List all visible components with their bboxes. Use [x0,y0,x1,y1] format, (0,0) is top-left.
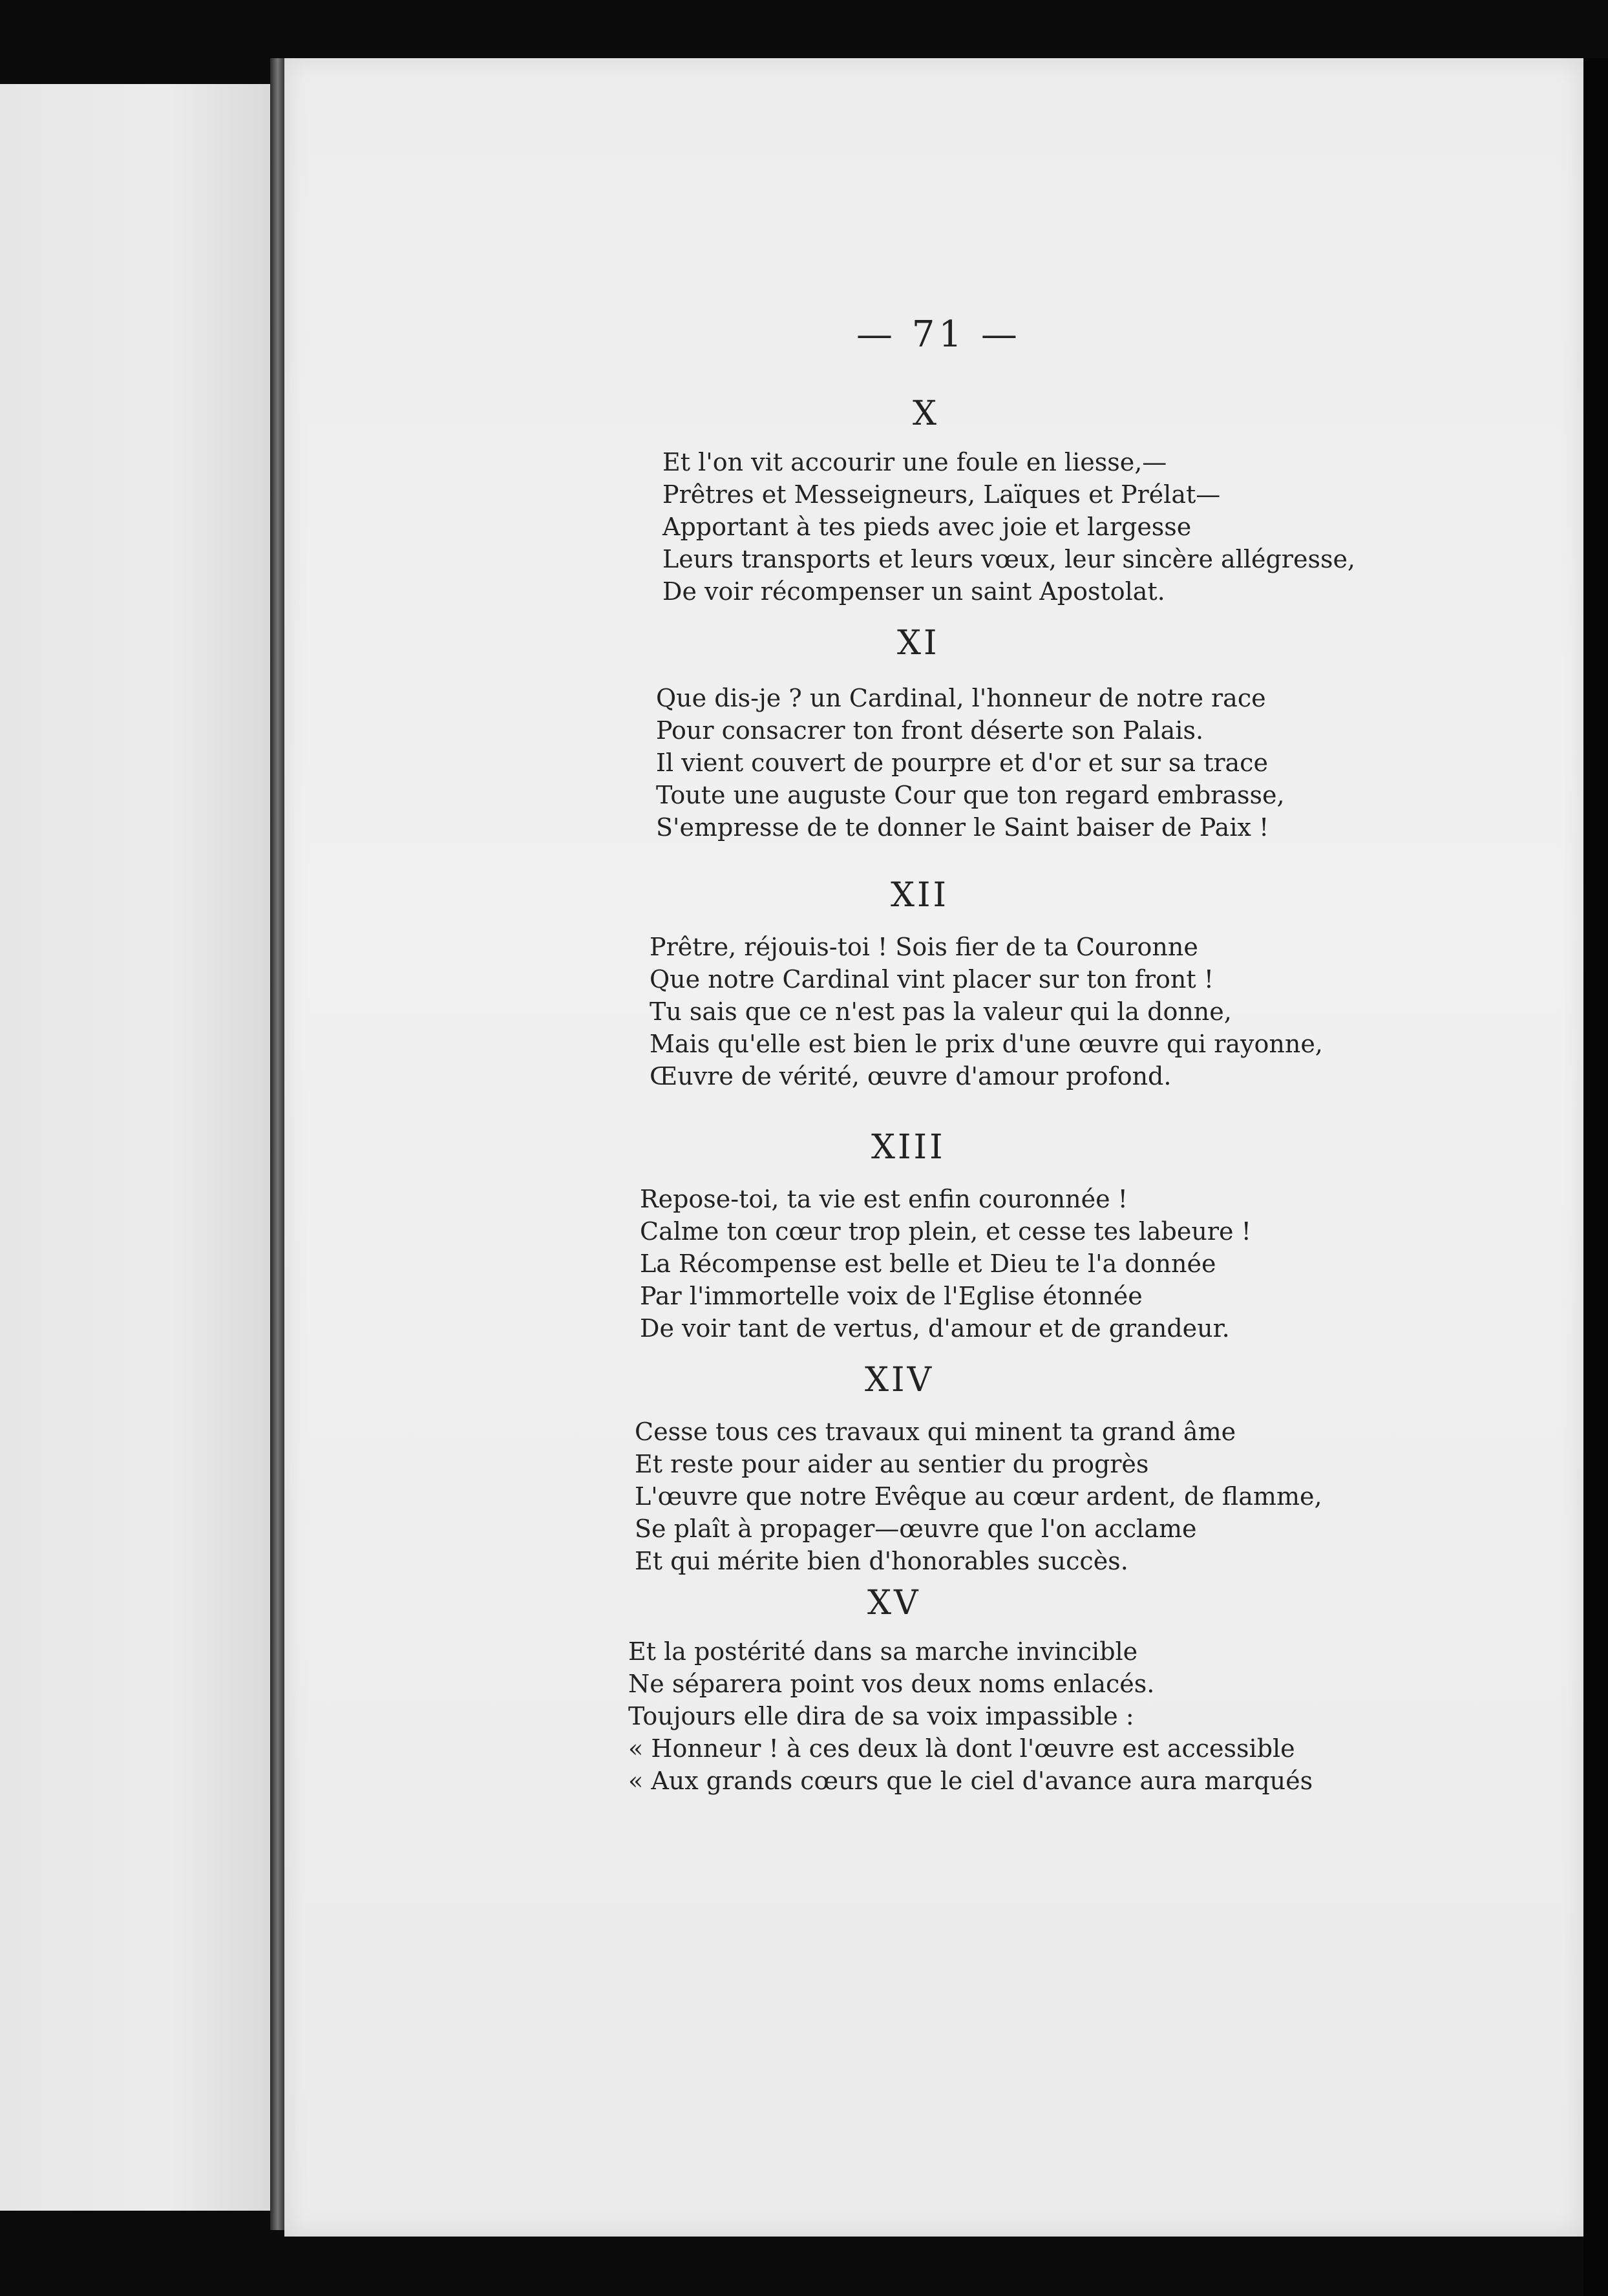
stanza-line: Œuvre de vérité, œuvre d'amour profond. [650,1062,1172,1090]
stanza-line: Tu sais que ce n'est pas la valeur qui la donne, [650,997,1232,1026]
stanza-line: Mais qu'elle est bien le prix d'une œuvre qui rayonne, [650,1030,1323,1058]
stanza-line: Repose-toi, ta vie est enfin couronnée ! [640,1185,1128,1213]
stanza-heading-xi: XI [897,624,940,663]
stanza-line: Il vient couvert de pourpre et d'or et sur sa trace [656,749,1268,777]
stanza-line: De voir récompenser un saint Apostolat. [662,577,1165,606]
stanza-heading-xv: XV [867,1584,921,1622]
stanza-line: Que dis-je ? un Cardinal, l'honneur de notre race [656,684,1266,712]
stanza-line: « Aux grands cœurs que le ciel d'avance aura marqués [628,1767,1313,1795]
stanza-line: Et qui mérite bien d'honorables succès. [635,1547,1128,1575]
stanza-line: La Récompense est belle et Dieu te l'a donnée [640,1249,1216,1278]
stanza-line: Apportant à tes pieds avec joie et largesse [662,513,1192,541]
stanza-xv [628,1635,1313,1797]
stanza-xiv [635,1416,1322,1577]
stanza-line: Et la postérité dans sa marche invincible [628,1637,1138,1666]
stanza-line: Que notre Cardinal vint placer sur ton front ! [650,965,1214,994]
stanza-line: Toujours elle dira de sa voix impassible : [628,1702,1134,1730]
stanza-heading-xii: XII [891,876,949,915]
stanza-line: Ne séparera point vos deux noms enlacés. [628,1670,1155,1698]
stanza-line: Se plaît à propager—œuvre que l'on acclame [635,1515,1197,1543]
stanza-line: « Honneur ! à ces deux là dont l'œuvre est accessible [628,1734,1295,1763]
stanza-line: Prêtres et Messeigneurs, Laïques et Prélat— [662,480,1221,509]
page-number: — 71 — [856,314,1021,356]
stanza-line: Leurs transports et leurs vœux, leur sincère allégresse, [662,545,1356,573]
stanza-line: Cesse tous ces travaux qui minent ta grand âme [635,1418,1236,1446]
stanza-line: Toute une auguste Cour que ton regard embrasse, [656,781,1285,809]
scan-border [1583,58,1608,2296]
stanza-line: Prêtre, réjouis-toi ! Sois fier de ta Couronne [650,933,1198,961]
stanza-line: Pour consacrer ton front déserte son Palais. [656,716,1204,745]
stanza-line: Et reste pour aider au sentier du progrès [635,1450,1149,1478]
stanza-line: Et l'on vit accourir une foule en liesse,— [662,448,1167,476]
stanza-xi [656,682,1285,844]
left-page [0,84,275,2211]
stanza-heading-xiii: XIII [871,1128,946,1167]
stanza-heading-x: X [913,394,940,433]
stanza-line: Par l'immortelle voix de l'Eglise étonnée [640,1282,1143,1310]
stanza-line: L'œuvre que notre Evêque au cœur ardent, de flamme, [635,1482,1322,1511]
stanza-xii [650,931,1323,1092]
stanza-line: Calme ton cœur trop plein, et cesse tes labeure ! [640,1217,1251,1246]
stanza-line: De voir tant de vertus, d'amour et de grandeur. [640,1314,1230,1343]
stanza-heading-xiv: XIV [865,1361,935,1399]
stanza-x [662,446,1355,608]
stanza-line: S'empresse de te donner le Saint baiser de Paix ! [656,813,1269,842]
stanza-xiii [640,1183,1251,1345]
